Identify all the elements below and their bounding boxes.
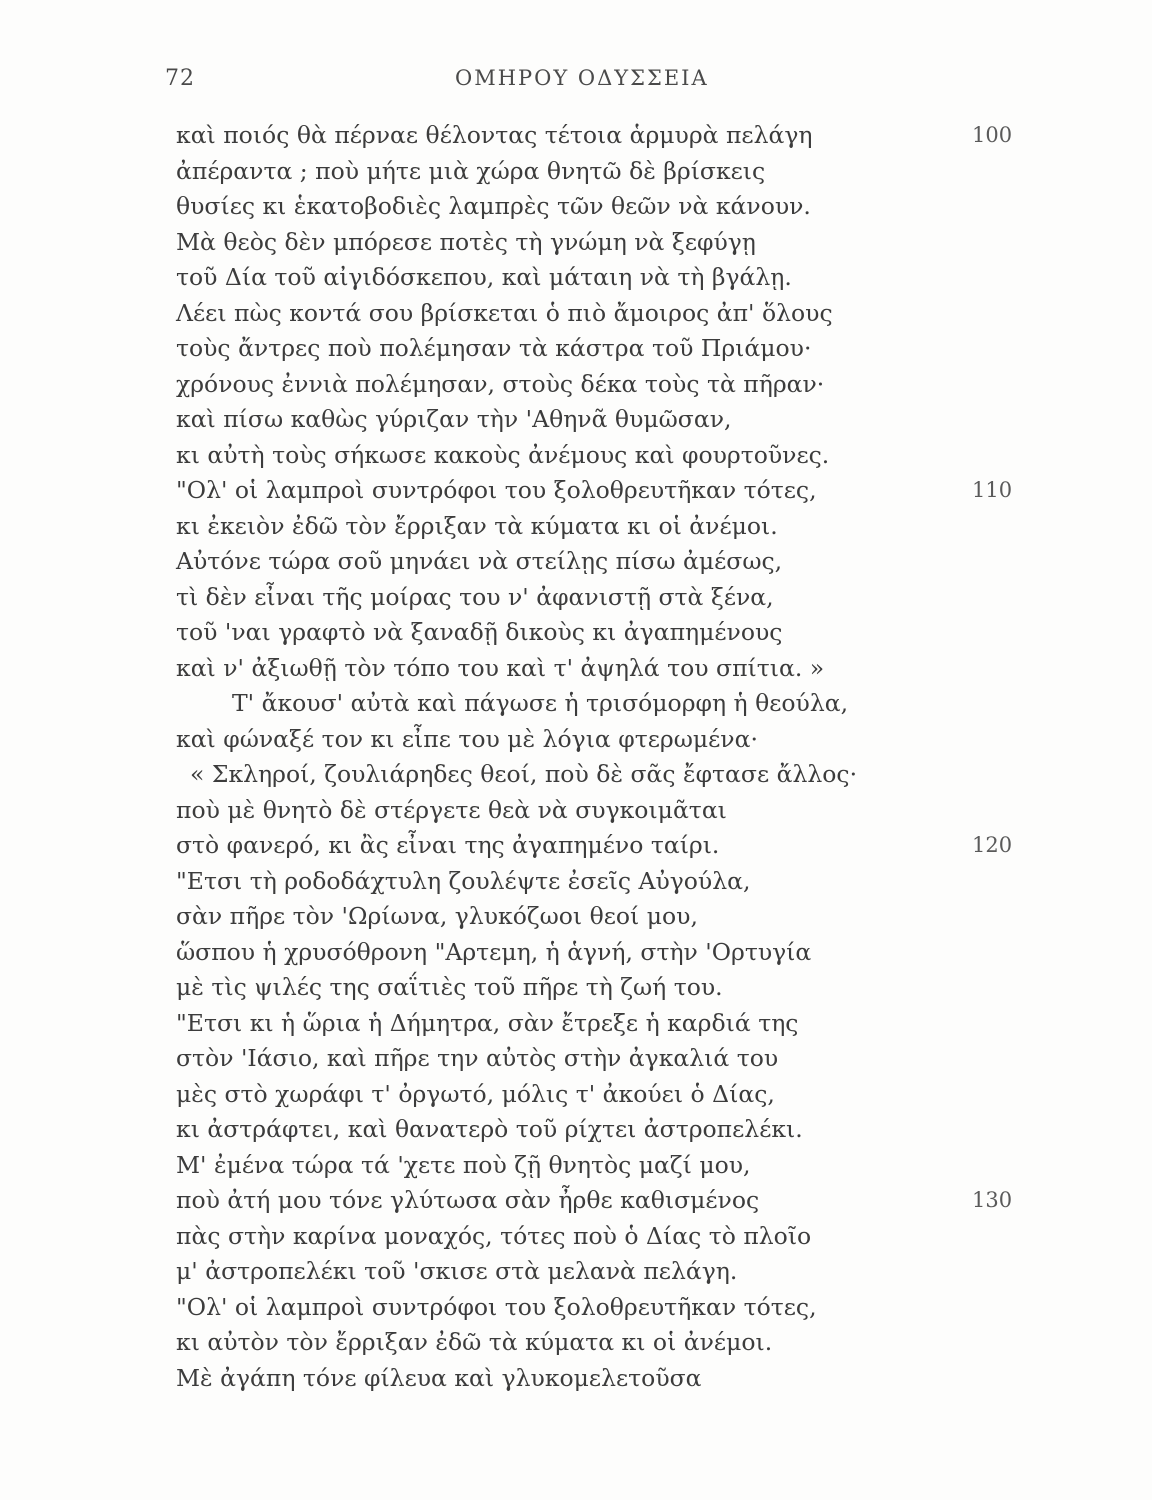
verse-line	[176, 970, 1036, 1006]
verse-line	[176, 828, 1036, 864]
verse-text: Λέει πὼς κοντά σου βρίσκεται ὁ πιὸ ἄμοιρος ἀπ' ὅλους	[176, 298, 833, 327]
line-number: 100	[972, 123, 1013, 147]
verse-line	[176, 580, 1036, 616]
line-number: 130	[972, 1188, 1013, 1212]
verse-line	[176, 473, 1036, 509]
verse-text: Αὐτόνε τώρα σοῦ μηνάει νὰ στείλῃς πίσω ἀμέσως,	[176, 547, 783, 575]
running-title: ΟΜΗΡΟΥ ΟΔΥΣΣΕΙΑ	[455, 66, 709, 90]
verse-text: πὰς στὴν καρίνα μοναχός, τότες ποὺ ὁ Δίας τὸ πλοῖο	[176, 1221, 812, 1250]
verse-text: τοῦ Δία τοῦ αἰγιδόσκεπου, καὶ μάταιη νὰ τὴ βγάλῃ.	[176, 263, 792, 291]
verse-line	[176, 651, 1036, 687]
verse-text: μὲς στὸ χωράφι τ' ὀργωτό, μόλις τ' ἀκούει ὁ Δίας,	[176, 1079, 775, 1108]
verse-text: « Σκληροί, ζουλιάρηδες θεοί, ποὺ δὲ σᾶς ἔφτασε ἄλλος·	[190, 760, 858, 788]
verse-text: τοὺς ἄντρες ποὺ πολέμησαν τὰ κάστρα τοῦ Πριάμου·	[176, 334, 812, 362]
verse-text: μ' ἀστροπελέκι τοῦ 'σκισε στὰ μελανὰ πελάγη.	[176, 1257, 738, 1285]
verse-text: θυσίες κι ἑκατοβοδιὲς λαμπρὲς τῶν θεῶν νὰ κάνουν.	[176, 192, 811, 220]
verse-text: στὸν 'Ιάσιο, καὶ πῆρε την αὐτὸς στὴν ἀγκαλιά του	[176, 1044, 779, 1072]
verse-line	[176, 1112, 1036, 1148]
verse-text: τοῦ 'ναι γραφτὸ νὰ ξαναδῇ δικοὺς κι ἀγαπημένους	[176, 618, 783, 646]
verse-text: "Ολ' οἱ λαμπροὶ συντρόφοι του ξολοθρευτῆκαν τότες,	[176, 476, 817, 504]
verse-line	[176, 331, 1036, 367]
verse-line	[176, 544, 1036, 580]
verse-text: κι ἀστράφτει, καὶ θανατερὸ τοῦ ρίχτει ἀστροπελέκι.	[176, 1115, 803, 1143]
verse-line	[176, 118, 1036, 154]
verse-line	[176, 1183, 1036, 1219]
verse-text: κι ἐκειὸν ἐδῶ τὸν ἔρριξαν τὰ κύματα κι οἱ ἀνέμοι.	[176, 511, 778, 540]
verse-line	[176, 154, 1036, 190]
poem-text	[176, 118, 1036, 1396]
verse-line	[176, 402, 1036, 438]
line-number: 120	[972, 833, 1013, 857]
verse-text: ὥσπου ἡ χρυσόθρονη "Αρτεμη, ἡ ἁγνή, στὴν 'Ορτυγία	[176, 937, 812, 966]
verse-text: σὰν πῆρε τὸν 'Ωρίωνα, γλυκόζωοι θεοί μου,	[176, 902, 698, 930]
verse-line	[176, 189, 1036, 225]
verse-text: "Ολ' οἱ λαμπροὶ συντρόφοι του ξολοθρευτῆκαν τότες,	[176, 1292, 817, 1321]
verse-line	[176, 1219, 1036, 1255]
verse-line	[176, 1361, 1036, 1397]
verse-line	[176, 438, 1036, 474]
verse-line	[176, 686, 1036, 722]
verse-text: Μὰ θεὸς δὲν μπόρεσε ποτὲς τὴ γνώμη νὰ ξεφύγῃ	[176, 227, 756, 256]
verse-text: καὶ πίσω καθὼς γύριζαν τὴν 'Αθηνᾶ θυμῶσαν,	[176, 405, 732, 433]
verse-text: στὸ φανερό, κι ἂς εἶναι της ἀγαπημένο ταίρι.	[176, 831, 720, 859]
verse-text: τὶ δὲν εἶναι τῆς μοίρας του ν' ἀφανιστῇ στὰ ξένα,	[176, 582, 774, 611]
verse-text: "Ετσι κι ἡ ὥρια ἡ Δήμητρα, σὰν ἔτρεξε ἡ καρδιά της	[176, 1008, 799, 1037]
verse-line	[176, 367, 1036, 403]
verse-text: μὲ τὶς ψιλές της σαΐτιὲς τοῦ πῆρε τὴ ζωή του.	[176, 973, 723, 1001]
verse-line	[176, 1148, 1036, 1184]
verse-text: Μὲ ἀγάπη τόνε φίλευα καὶ γλυκομελετοῦσα	[176, 1363, 702, 1392]
verse-line	[176, 509, 1036, 545]
verse-line	[176, 722, 1036, 758]
verse-text: Μ' ἐμένα τώρα τά 'χετε ποὺ ζῇ θνητὸς μαζί μου,	[176, 1150, 751, 1179]
verse-text: κι αὐτὴ τοὺς σήκωσε κακοὺς ἀνέμους καὶ φουρτοῦνες.	[176, 440, 830, 469]
verse-line	[176, 1325, 1036, 1361]
verse-text: "Ετσι τὴ ροδοδάχτυλη ζουλέψτε ἐσεῖς Αὐγούλα,	[176, 866, 751, 895]
verse-text: χρόνους ἐννιὰ πολέμησαν, στοὺς δέκα τοὺς τὰ πῆραν·	[176, 369, 825, 398]
verse-line	[176, 225, 1036, 261]
verse-line	[176, 1077, 1036, 1113]
verse-text: καὶ ποιός θὰ πέρναε θέλοντας τέτοια ἁρμυρὰ πελάγη	[176, 121, 813, 149]
verse-line	[176, 899, 1036, 935]
verse-line	[176, 260, 1036, 296]
page-number: 72	[165, 66, 195, 91]
verse-line	[176, 1041, 1036, 1077]
verse-line	[176, 296, 1036, 332]
verse-text: καὶ φώναξέ τον κι εἶπε του μὲ λόγια φτερωμένα·	[176, 724, 758, 753]
verse-line	[176, 1254, 1036, 1290]
verse-text: Τ' ἄκουσ' αὐτὰ καὶ πάγωσε ἡ τρισόμορφη ἡ θεούλα,	[232, 689, 849, 717]
verse-line	[176, 793, 1036, 829]
verse-line	[176, 1290, 1036, 1326]
verse-line	[176, 864, 1036, 900]
verse-line	[176, 1006, 1036, 1042]
verse-text: ἀπέραντα ; ποὺ μήτε μιὰ χώρα θνητῶ δὲ βρίσκεις	[176, 156, 766, 185]
verse-text: ποὺ ἀτή μου τόνε γλύτωσα σὰν ἦρθε καθισμένος	[176, 1186, 760, 1214]
verse-text: κι αὐτὸν τὸν ἔρριξαν ἐδῶ τὰ κύματα κι οἱ ἀνέμοι.	[176, 1328, 773, 1356]
verse-text: καὶ ν' ἀξιωθῇ τὸν τόπο του καὶ τ' ἀψηλά του σπίτια. »	[176, 653, 825, 682]
page-header	[165, 66, 1025, 106]
line-number: 110	[972, 478, 1013, 502]
verse-line	[176, 615, 1036, 651]
verse-line	[176, 757, 1036, 793]
verse-text: ποὺ μὲ θνητὸ δὲ στέργετε θεὰ νὰ συγκοιμᾶται	[176, 795, 727, 824]
verse-line	[176, 935, 1036, 971]
